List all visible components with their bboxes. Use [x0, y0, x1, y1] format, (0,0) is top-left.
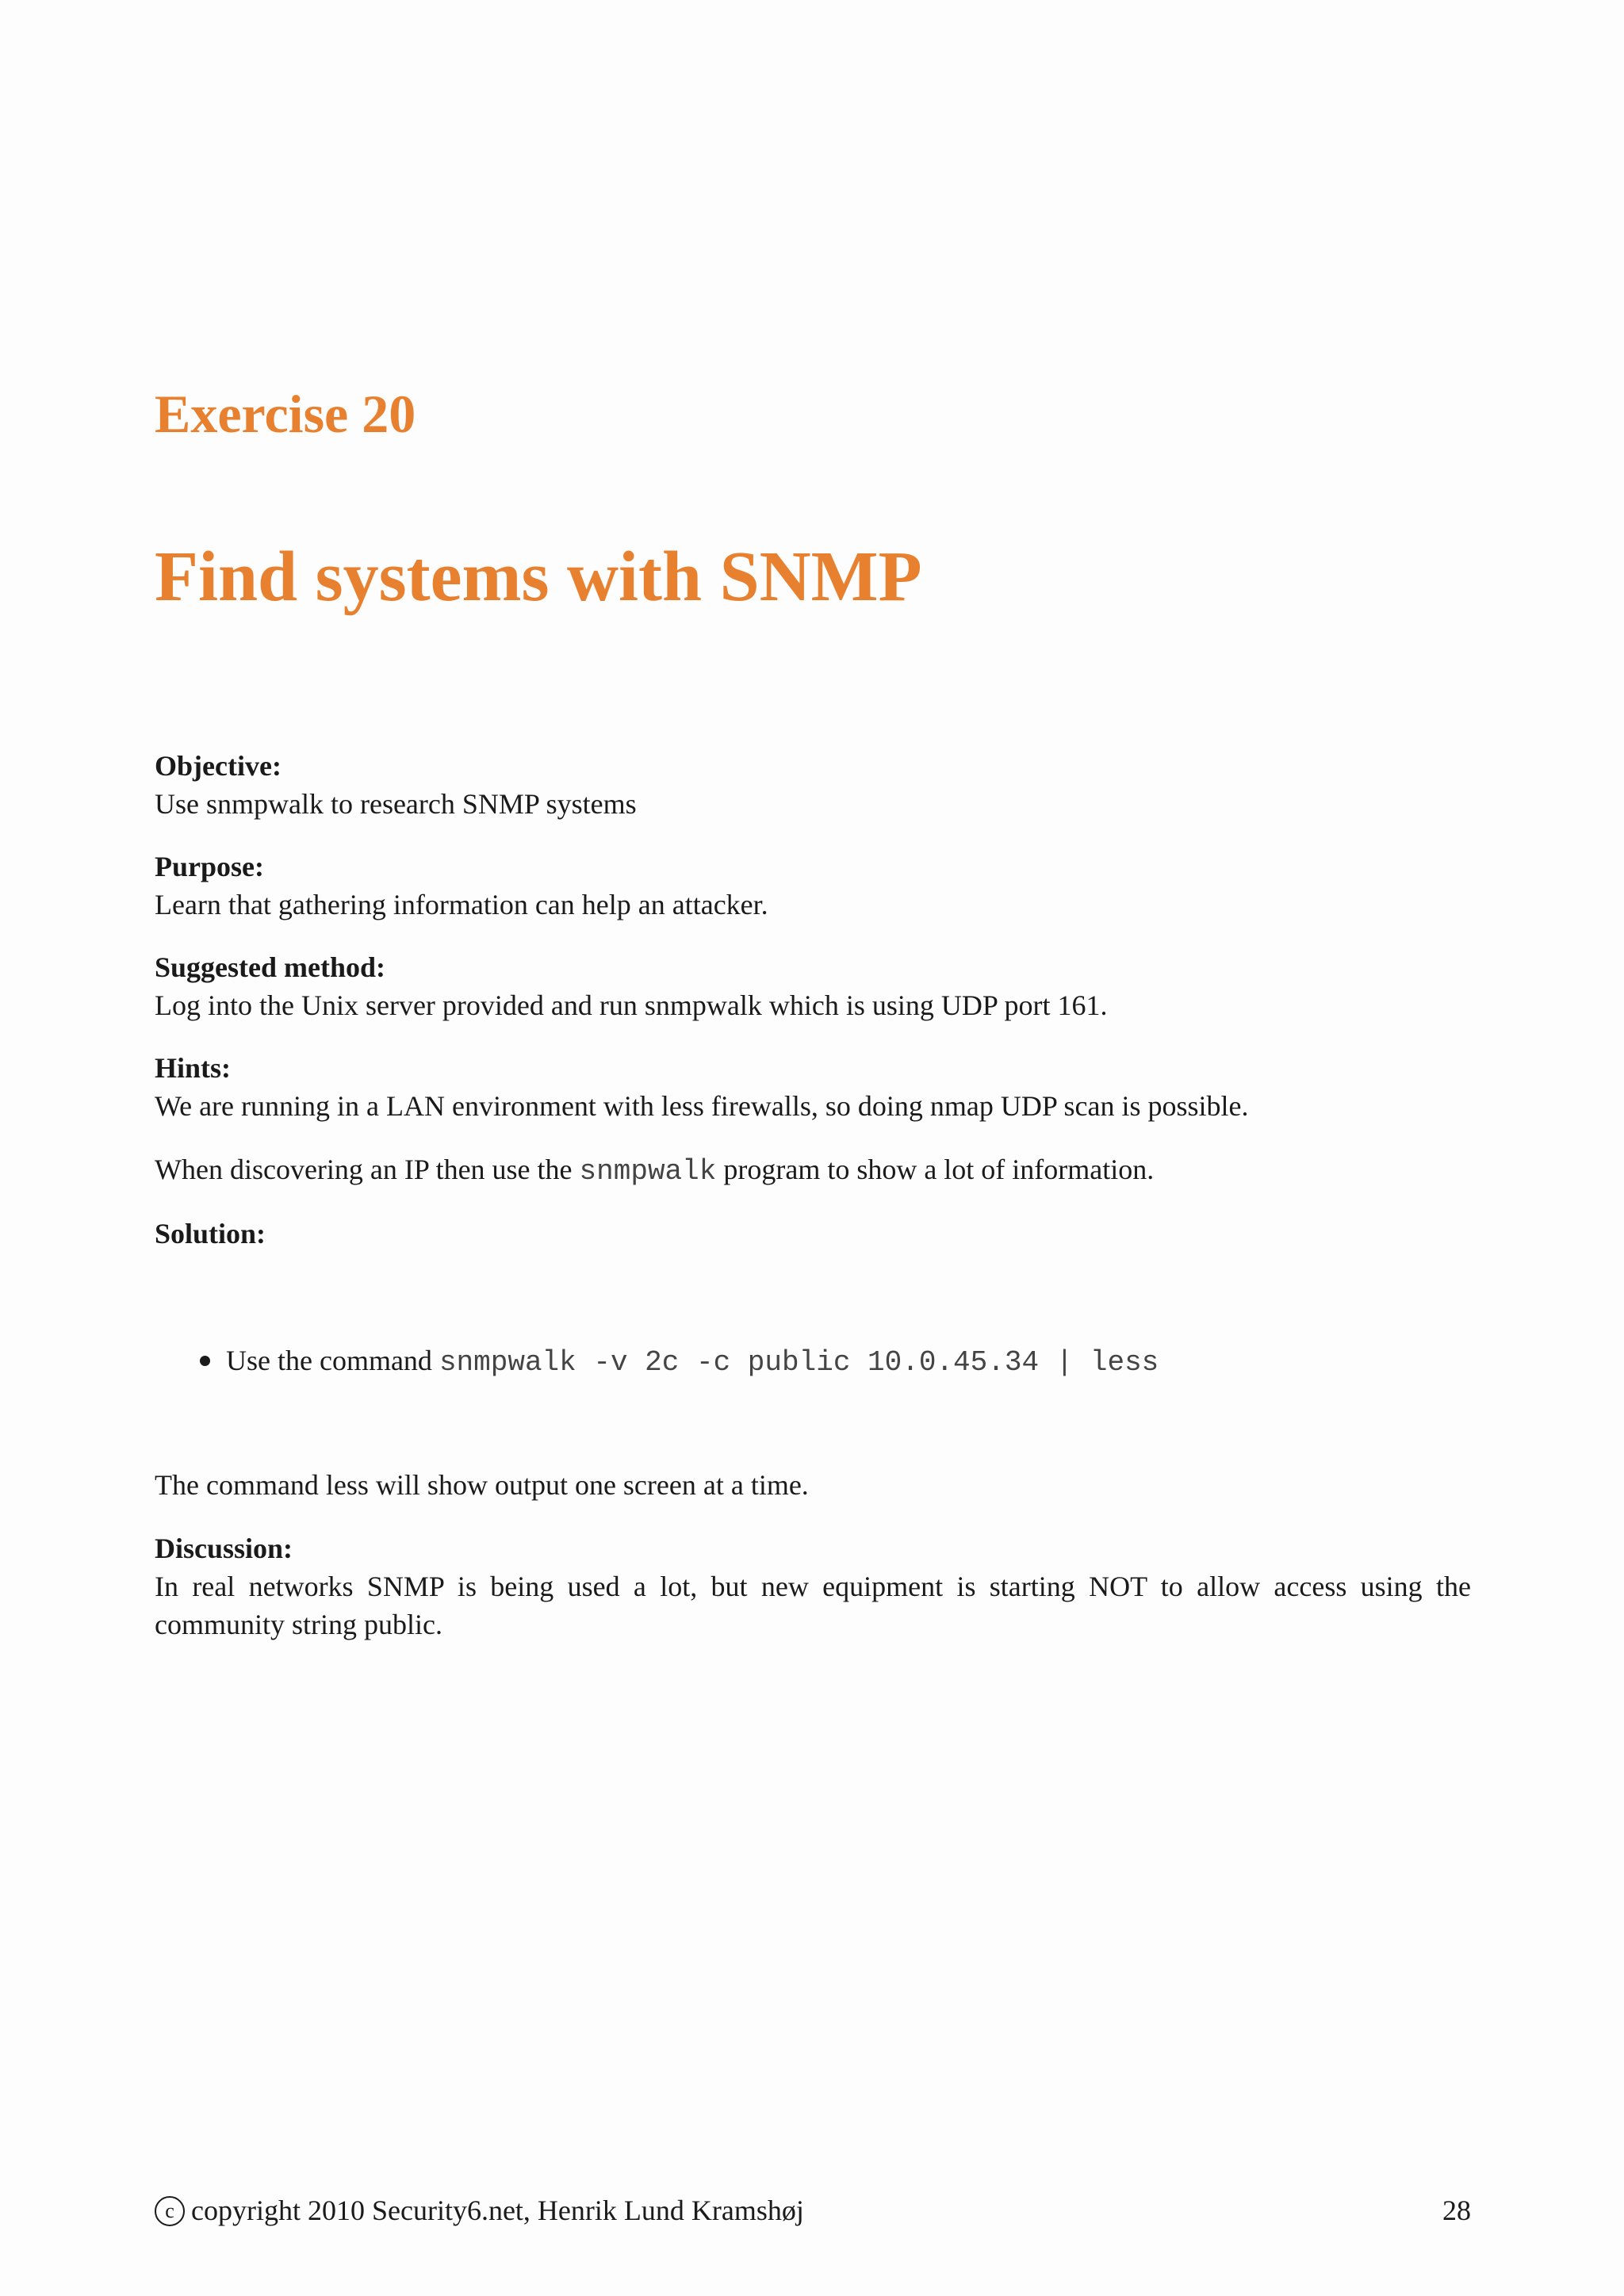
hints-text-2-after: program to show a lot of information. — [716, 1154, 1155, 1185]
page-number: 28 — [1442, 2195, 1471, 2226]
purpose-section — [155, 848, 1471, 924]
solution-after-text — [155, 1466, 1471, 1504]
hints-text-2-code: snmpwalk — [579, 1155, 717, 1188]
solution-after-text-content: The command less will show output one screen at a time. — [155, 1469, 809, 1501]
page-footer — [155, 2191, 1471, 2229]
suggested-method-section — [155, 948, 1471, 1024]
suggested-method-text: Log into the Unix server provided and run snmpwalk which is using UDP port 161. — [155, 989, 1108, 1021]
discussion-text: In real networks SNMP is being used a lot, but new equipment is starting NOT to allow access using the community string public. — [155, 1571, 1471, 1640]
solution-section — [155, 1215, 1471, 1253]
copyright-icon: c — [155, 2196, 185, 2226]
suggested-method-label: Suggested method: — [155, 951, 386, 983]
hints-section — [155, 1049, 1471, 1125]
solution-bullet-text: Use the command — [226, 1345, 439, 1376]
purpose-text: Learn that gathering information can help an attacker. — [155, 889, 768, 920]
discussion-label: Discussion: — [155, 1533, 293, 1564]
page-title: Find systems with SNMP — [155, 538, 922, 616]
hints-text-2-before: When discovering an IP then use the — [155, 1154, 580, 1185]
bullet-icon — [200, 1356, 210, 1366]
footer-copyright-text: copyright 2010 Security6.net, Henrik Lund Kramshøj — [191, 2195, 804, 2226]
objective-section — [155, 747, 1471, 823]
discussion-section — [155, 1529, 1471, 1644]
objective-text: Use snmpwalk to research SNMP systems — [155, 788, 637, 820]
exercise-heading: Exercise 20 — [155, 384, 416, 444]
purpose-label: Purpose: — [155, 851, 264, 882]
solution-command-code: snmpwalk -v 2c -c public 10.0.45.34 | less — [439, 1346, 1159, 1379]
hints-paragraph-2 — [155, 1150, 1471, 1191]
hints-label: Hints: — [155, 1052, 232, 1084]
solution-label: Solution: — [155, 1218, 266, 1249]
solution-bullet-item — [200, 1341, 1159, 1382]
hints-text-1: We are running in a LAN environment with less firewalls, so doing nmap UDP scan is possible. — [155, 1090, 1249, 1122]
objective-label: Objective: — [155, 750, 282, 782]
